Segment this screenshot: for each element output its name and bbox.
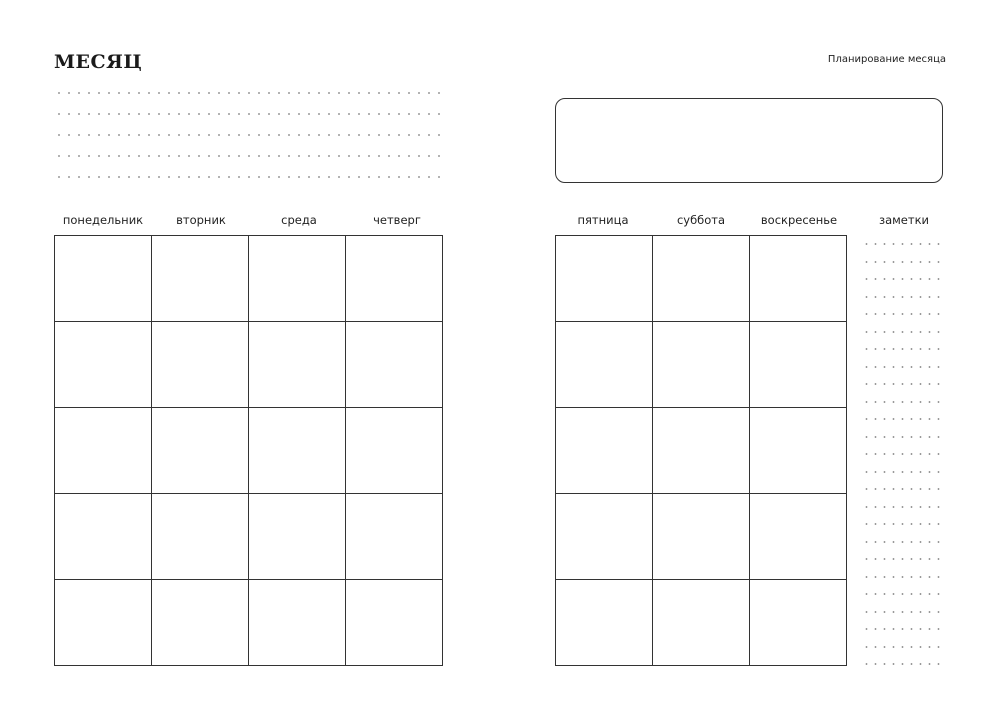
side-notes-dot-line: [862, 541, 946, 543]
calendar-right-cell[interactable]: [653, 580, 750, 666]
side-notes-dot-line: [862, 453, 946, 455]
calendar-left-cell[interactable]: [346, 408, 443, 494]
day-header-friday: пятница: [577, 213, 629, 227]
side-notes-dot-line: [862, 401, 946, 403]
calendar-left-cell[interactable]: [346, 236, 443, 322]
day-header-thursday: четверг: [373, 213, 421, 227]
calendar-right-cell[interactable]: [653, 322, 750, 408]
side-notes-dot-line: [862, 348, 946, 350]
calendar-left-cell[interactable]: [55, 236, 152, 322]
calendar-right-cell[interactable]: [750, 322, 847, 408]
calendar-right-cell[interactable]: [653, 408, 750, 494]
side-notes-dot-line: [862, 296, 946, 298]
month-name-box[interactable]: [555, 98, 943, 183]
side-notes-dot-line: [862, 313, 946, 315]
calendar-right-cell[interactable]: [556, 580, 653, 666]
calendar-left-cell[interactable]: [55, 408, 152, 494]
calendar-left-cell[interactable]: [55, 494, 152, 580]
side-notes-dot-line: [862, 611, 946, 613]
calendar-left-cell[interactable]: [346, 580, 443, 666]
calendar-right-cell[interactable]: [556, 408, 653, 494]
side-notes-dot-line: [862, 243, 946, 245]
notes-dot-line: [54, 134, 447, 136]
left-day-headers: [54, 213, 446, 227]
day-header-wednesday: среда: [281, 213, 317, 227]
side-notes-dot-line: [862, 383, 946, 385]
calendar-left-cell[interactable]: [346, 322, 443, 408]
side-notes-dot-line: [862, 506, 946, 508]
page-title: МЕСЯЦ: [54, 51, 143, 73]
notes-dotted-area: [862, 243, 946, 673]
side-notes-dot-line: [862, 646, 946, 648]
notes-dot-line: [54, 155, 447, 157]
calendar-left-cell[interactable]: [249, 236, 346, 322]
calendar-left-cell[interactable]: [152, 322, 249, 408]
calendar-left-cell[interactable]: [55, 580, 152, 666]
calendar-left-cell[interactable]: [346, 494, 443, 580]
calendar-left-cell[interactable]: [152, 580, 249, 666]
page-subtitle: Планирование месяца: [827, 54, 946, 65]
side-notes-dot-line: [862, 331, 946, 333]
day-header-tuesday: вторник: [176, 213, 226, 227]
calendar-right-cell[interactable]: [556, 322, 653, 408]
calendar-left-cell[interactable]: [249, 494, 346, 580]
notes-dot-line: [54, 176, 447, 178]
calendar-right-cell[interactable]: [556, 494, 653, 580]
side-notes-dot-line: [862, 278, 946, 280]
dotted-notes-area: [54, 92, 447, 188]
side-notes-dot-line: [862, 488, 946, 490]
day-header-saturday: суббота: [676, 213, 726, 227]
side-notes-dot-line: [862, 366, 946, 368]
side-notes-dot-line: [862, 593, 946, 595]
calendar-grid-fri-sun: [555, 235, 847, 666]
calendar-left-cell[interactable]: [152, 494, 249, 580]
calendar-right-cell[interactable]: [750, 236, 847, 322]
side-notes-dot-line: [862, 523, 946, 525]
calendar-right-cell[interactable]: [653, 494, 750, 580]
calendar-right-cell[interactable]: [750, 494, 847, 580]
right-day-headers: [554, 213, 848, 227]
side-notes-dot-line: [862, 436, 946, 438]
calendar-left-cell[interactable]: [152, 408, 249, 494]
calendar-left-cell[interactable]: [249, 408, 346, 494]
side-notes-dot-line: [862, 261, 946, 263]
notes-dot-line: [54, 113, 447, 115]
side-notes-dot-line: [862, 628, 946, 630]
day-header-sunday: воскресенье: [760, 213, 838, 227]
notes-dot-line: [54, 92, 447, 94]
calendar-left-cell[interactable]: [55, 322, 152, 408]
calendar-right-cell[interactable]: [653, 236, 750, 322]
calendar-right-cell[interactable]: [556, 236, 653, 322]
side-notes-dot-line: [862, 663, 946, 665]
calendar-left-cell[interactable]: [152, 236, 249, 322]
calendar-right-cell[interactable]: [750, 408, 847, 494]
side-notes-dot-line: [862, 576, 946, 578]
calendar-right-cell[interactable]: [750, 580, 847, 666]
side-notes-dot-line: [862, 558, 946, 560]
calendar-grid-mon-thu: [54, 235, 443, 666]
notes-header: заметки: [878, 213, 930, 227]
day-header-monday: понедельник: [62, 213, 144, 227]
calendar-left-cell[interactable]: [249, 322, 346, 408]
side-notes-dot-line: [862, 418, 946, 420]
side-notes-dot-line: [862, 471, 946, 473]
calendar-left-cell[interactable]: [249, 580, 346, 666]
